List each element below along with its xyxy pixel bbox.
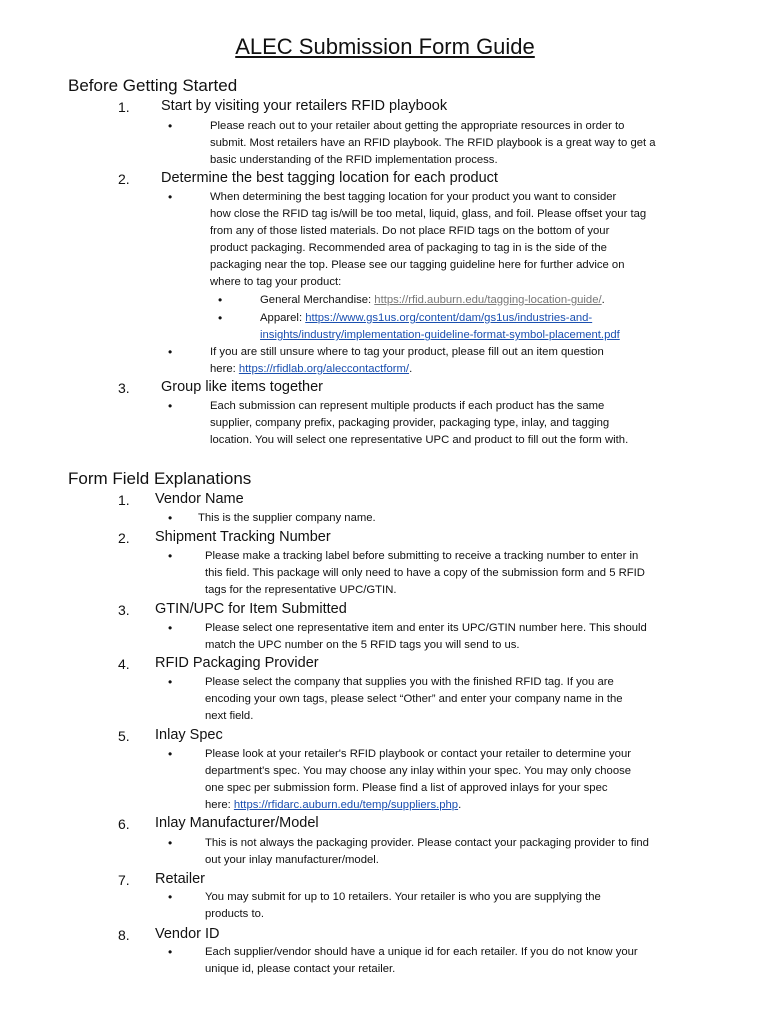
list-number: 2. <box>118 530 130 546</box>
list-number: 1. <box>118 99 130 115</box>
list-number: 1. <box>118 492 130 508</box>
list-number: 3. <box>118 602 130 618</box>
page-title: ALEC Submission Form Guide <box>235 34 535 59</box>
list-number: 7. <box>118 872 130 888</box>
field-name: Vendor Name <box>155 491 244 507</box>
bullet-icon: • <box>218 311 223 325</box>
bullet-icon: • <box>168 399 173 413</box>
link-gs1-apparel-cont[interactable]: insights/industry/implementation-guideline-format-symbol-placement.pdf <box>260 329 620 341</box>
bullet-icon: • <box>168 621 173 635</box>
field-name: Inlay Manufacturer/Model <box>155 815 319 831</box>
section-heading-fields: Form Field Explanations <box>68 469 252 488</box>
field-description: This is the supplier company name. <box>198 512 376 524</box>
field-name: GTIN/UPC for Item Submitted <box>155 601 347 617</box>
bullet-icon: • <box>168 345 173 359</box>
link-alec-contact[interactable]: https://rfidlab.org/aleccontactform/ <box>238 363 410 375</box>
item-heading: Group like items together <box>161 379 323 395</box>
bullet-icon: • <box>168 675 173 689</box>
list-number: 6. <box>118 816 130 832</box>
list-number: 8. <box>118 927 130 943</box>
bullet-icon: • <box>168 119 173 133</box>
bullet-icon: • <box>168 890 173 904</box>
link-approved-inlays[interactable]: https://rfidarc.auburn.edu/temp/suppliers.php <box>233 799 459 811</box>
field-name: Shipment Tracking Number <box>155 529 331 545</box>
section-heading-before: Before Getting Started <box>68 76 238 95</box>
list-number: 4. <box>118 656 130 672</box>
field-name: RFID Packaging Provider <box>155 655 319 671</box>
item-heading: Determine the best tagging location for each product <box>161 170 498 186</box>
field-name: Retailer <box>155 871 205 887</box>
field-description: You may submit for up to 10 retailers. Your retailer is who you are supplying the products to. <box>205 891 601 920</box>
field-name: Inlay Spec <box>155 727 223 743</box>
field-description: Each supplier/vendor should have a unique id for each retailer. If you do not know your unique id, please contact your retailer. <box>205 946 638 975</box>
field-description: Please make a tracking label before submitting to receive a tracking number to enter in this field. This package will only need to have a copy of the submission form and 5 RFID tags for the representative UPC/GTIN. <box>205 550 645 596</box>
item-heading: Start by visiting your retailers RFID playbook <box>161 98 448 114</box>
link-tagging-guide[interactable]: https://rfid.auburn.edu/tagging-location-guide/ <box>374 294 602 306</box>
sub-bullet-continued <box>260 327 620 344</box>
bullet-text: Each submission can represent multiple products if each product has the same supplier, company prefix, packaging provider, packaging type, inlay, and tagging location. You will select one representative UPC and product to fill out the form with. <box>210 400 629 446</box>
field-description: Please select the company that supplies you with the finished RFID tag. If you are encoding your own tags, please select “Other” and enter your company name in the next field. <box>205 676 623 722</box>
list-number: 3. <box>118 380 130 396</box>
bullet-icon: • <box>168 549 173 563</box>
link-gs1-apparel[interactable]: https://www.gs1us.org/content/dam/gs1us/industries-and- <box>305 312 593 324</box>
field-description: Please look at your retailer's RFID playbook or contact your retailer to determine your department's spec. You may choose any inlay within your spec. You may only choose one spec per submission form. Please find a list of approved inlays for your spec <box>205 748 632 794</box>
bullet-icon: • <box>168 511 173 525</box>
list-number: 5. <box>118 728 130 744</box>
bullet-icon: • <box>168 836 173 850</box>
bullet-icon: • <box>168 190 173 204</box>
sub-bullet: General Merchandise: https://rfid.auburn.edu/tagging-location-guide/. <box>260 294 605 306</box>
bullet-icon: • <box>218 293 223 307</box>
field-name: Vendor ID <box>155 926 220 942</box>
bullet-text: Please reach out to your retailer about getting the appropriate resources in order to submit. Most retailers have an RFID playbook. The RFID playbook is a great way to get a basic understanding of the RFID implementation process. <box>210 120 656 166</box>
field-description: Please select one representative item and enter its UPC/GTIN number here. This should match the UPC number on the 5 RFID tags you will send to us. <box>205 622 647 651</box>
bullet-text: When determining the best tagging location for your product you want to consider how close the RFID tag is/will be too metal, liquid, glass, and foil. Please offset your tag from any of those listed materials. Do not place RFID tags on the bottom of your product packaging. Recommended area of packaging to tag in is the side of the packaging near the top. Please see our tagging guideline here for further advice on where to tag your product: <box>210 191 647 288</box>
field-description: This is not always the packaging provider. Please contact your packaging provider to find out your inlay manufacturer/model. <box>205 837 649 866</box>
bullet-text-continued: here: https://rfidlab.org/aleccontactform/. <box>210 363 413 375</box>
sub-bullet: Apparel: https://www.gs1us.org/content/dam/gs1us/industries-and- <box>260 312 593 324</box>
bullet-text: If you are still unsure where to tag your product, please fill out an item question <box>210 346 604 358</box>
field-description-continued: here: https://rfidarc.auburn.edu/temp/suppliers.php. <box>205 799 462 811</box>
bullet-icon: • <box>168 945 173 959</box>
list-number: 2. <box>118 171 130 187</box>
bullet-icon: • <box>168 747 173 761</box>
